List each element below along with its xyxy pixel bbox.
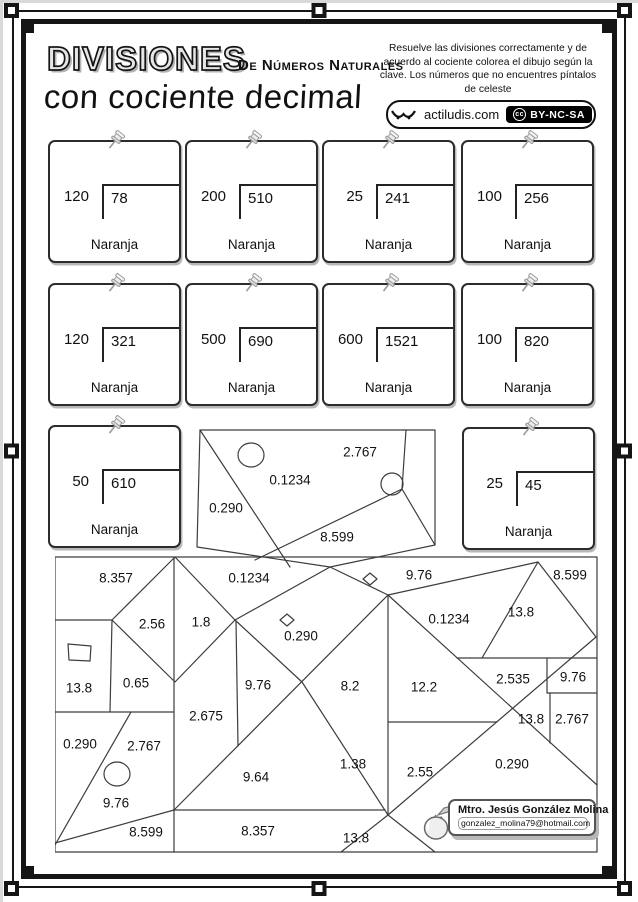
- puzzle-number-label: 9.76: [559, 669, 587, 685]
- puzzle-number-label: 1.38: [339, 756, 367, 772]
- actiludis-logo-icon: [390, 108, 417, 122]
- color-key-label: Naranja: [504, 524, 553, 539]
- pushpin-icon: [103, 272, 127, 301]
- page-title: DIVISIONES: [47, 40, 246, 77]
- puzzle-number-label: 13.8: [342, 830, 370, 846]
- division-card: [185, 283, 318, 406]
- puzzle-number-label: 0.290: [495, 756, 529, 772]
- puzzle-number-label: 13.8: [507, 604, 535, 620]
- dividend-value: 100: [476, 188, 502, 205]
- scan-edge-left: [0, 0, 3, 902]
- color-by-number-puzzle: [55, 425, 609, 855]
- divisor-value: 820: [515, 327, 592, 362]
- color-key-label: Naranja: [227, 237, 276, 252]
- credit-email: gonzalez_molina79@hotmail.com: [458, 817, 588, 830]
- puzzle-number-label: 2.535: [496, 671, 530, 687]
- dividend-value: 100: [476, 331, 502, 348]
- division-card: [48, 283, 181, 406]
- frame-knob: [312, 881, 327, 896]
- pushpin-icon: [377, 129, 401, 158]
- pushpin-icon: [103, 129, 127, 158]
- divisor-value: 45: [516, 471, 593, 506]
- diamond-shape: [280, 614, 294, 626]
- diamond-shape: [363, 573, 377, 585]
- circle-shape: [381, 473, 403, 495]
- divisor-value: 1521: [376, 327, 453, 362]
- cc-icon: cc: [513, 108, 526, 121]
- puzzle-number-label: 0.290: [284, 628, 318, 644]
- puzzle-number-label: 0.290: [209, 500, 243, 516]
- square-shape: [68, 644, 91, 661]
- puzzle-number-label: 1.8: [191, 614, 211, 630]
- puzzle-number-label: 2.767: [555, 711, 589, 727]
- divisor-value: 610: [102, 469, 179, 504]
- pushpin-icon: [240, 272, 264, 301]
- pushpin-icon: [377, 272, 401, 301]
- dividend-value: 500: [200, 331, 226, 348]
- credit-box: [448, 799, 609, 836]
- division-card: [461, 283, 594, 406]
- dividend-value: 120: [63, 331, 89, 348]
- frame-corner-ornament: [602, 23, 612, 33]
- page-subtitle: De Números Naturales: [238, 57, 404, 74]
- frame-knob: [4, 881, 19, 896]
- dividend-value: 200: [200, 188, 226, 205]
- puzzle-number-label: 2.675: [189, 708, 223, 724]
- dividend-value: 25: [486, 475, 503, 492]
- puzzle-number-label: 2.56: [138, 616, 166, 632]
- puzzle-number-label: 0.1234: [428, 611, 470, 627]
- puzzle-number-label: 13.8: [517, 711, 545, 727]
- license-badge: [506, 106, 592, 123]
- pushpin-icon: [240, 129, 264, 158]
- frame-knob: [617, 881, 632, 896]
- puzzle-number-label: 8.599: [553, 567, 587, 583]
- page-title-line2: con cociente decimal: [43, 78, 364, 115]
- color-key-label: Naranja: [503, 237, 552, 252]
- site-badge: [386, 100, 596, 129]
- puzzle-number-label: 0.1234: [228, 570, 270, 586]
- dividend-value: 25: [346, 188, 363, 205]
- color-key-label: Naranja: [90, 522, 139, 537]
- division-card: [322, 140, 455, 263]
- frame-corner-ornament: [24, 23, 34, 33]
- color-key-label: Naranja: [90, 380, 139, 395]
- division-card: [48, 140, 181, 263]
- puzzle-number-label: 8.357: [99, 570, 133, 586]
- circle-shape: [104, 762, 130, 786]
- puzzle-number-label: 0.1234: [269, 472, 311, 488]
- divisor-value: 321: [102, 327, 179, 362]
- puzzle-number-label: 9.76: [244, 677, 272, 693]
- divisor-value: 256: [515, 184, 592, 219]
- dividend-value: 50: [72, 473, 89, 490]
- puzzle-number-label: 9.64: [242, 769, 270, 785]
- color-key-label: Naranja: [364, 237, 413, 252]
- puzzle-number-label: 8.599: [129, 824, 163, 840]
- puzzle-number-label: 9.76: [405, 567, 433, 583]
- frame-knob: [617, 444, 632, 459]
- puzzle-number-label: 12.2: [410, 679, 438, 695]
- puzzle-number-label: 8.599: [320, 529, 354, 545]
- puzzle-number-label: 2.767: [127, 738, 161, 754]
- credit-badge: [424, 797, 609, 851]
- puzzle-number-label: 2.55: [406, 764, 434, 780]
- pushpin-icon: [516, 272, 540, 301]
- division-card: [185, 140, 318, 263]
- frame-knob: [4, 3, 19, 18]
- pushpin-icon: [516, 129, 540, 158]
- puzzle-number-label: 13.8: [65, 680, 93, 696]
- puzzle-number-label: 8.357: [241, 823, 275, 839]
- frame-knob: [617, 3, 632, 18]
- frame-knob: [4, 444, 19, 459]
- circle-shape: [238, 443, 264, 467]
- site-url: actiludis.com: [424, 107, 500, 122]
- instructions-text: Resuelve las divisiones correctamente y de acuerdo al cociente colorea el dibujo según la clave. Los números que no encuentres píntalos de celeste: [379, 43, 597, 96]
- credit-name: Mtro. Jesús González Molina: [458, 804, 609, 816]
- color-key-label: Naranja: [364, 380, 413, 395]
- frame-corner-ornament: [602, 866, 612, 876]
- puzzle-number-label: 2.767: [343, 444, 377, 460]
- frame-corner-ornament: [24, 866, 34, 876]
- color-key-label: Naranja: [227, 380, 276, 395]
- color-key-label: Naranja: [503, 380, 552, 395]
- license-text: BY-NC-SA: [530, 108, 585, 121]
- color-key-label: Naranja: [90, 237, 139, 252]
- divisor-value: 510: [239, 184, 316, 219]
- divisor-value: 690: [239, 327, 316, 362]
- frame-knob: [312, 3, 327, 18]
- division-card: [461, 140, 594, 263]
- puzzle-line-art: [55, 425, 609, 855]
- dividend-value: 120: [63, 188, 89, 205]
- puzzle-number-label: 8.2: [340, 678, 360, 694]
- puzzle-number-label: 0.65: [122, 675, 150, 691]
- puzzle-number-label: 0.290: [63, 736, 97, 752]
- division-card: [322, 283, 455, 406]
- puzzle-number-label: 9.76: [102, 795, 130, 811]
- divisor-value: 78: [102, 184, 179, 219]
- divisor-value: 241: [376, 184, 453, 219]
- dividend-value: 600: [337, 331, 363, 348]
